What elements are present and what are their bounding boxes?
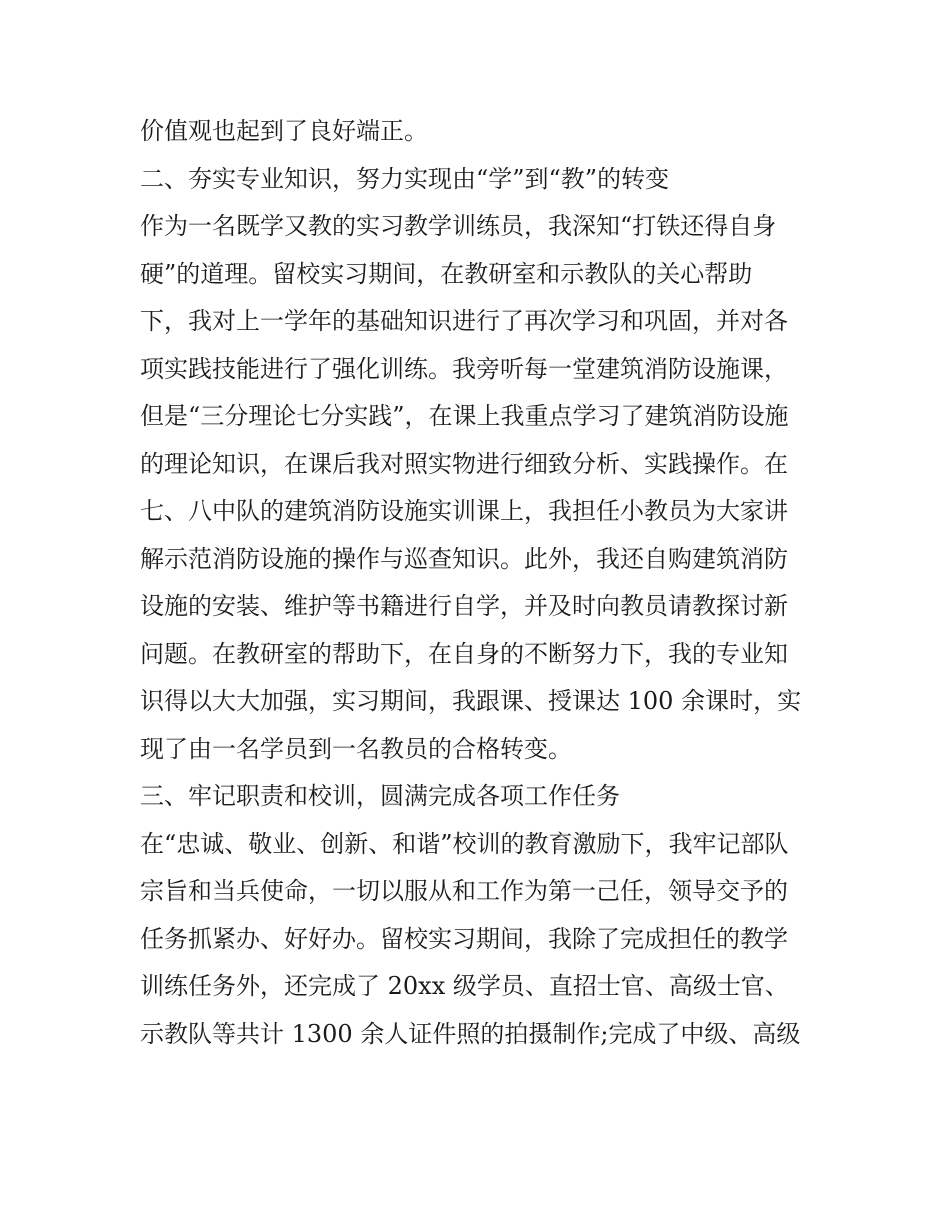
- paragraph-line: 作为一名既学又教的实习教学训练员，我深知“打铁还得自身: [140, 212, 777, 240]
- section-heading-3: 三、牢记职责和校训，圆满完成各项工作任务: [140, 782, 620, 810]
- paragraph-line: 项实践技能进行了强化训练。我旁听每一堂建筑消防设施课，: [140, 354, 788, 383]
- paragraph-line: 价值观也起到了良好端正。: [140, 117, 428, 145]
- paragraph-line: 的理论知识，在课后我对照实物进行细致分析、实践操作。在: [140, 449, 788, 478]
- section-heading-2: 二、夯实专业知识，努力实现由“学”到“教”的转变: [140, 164, 670, 193]
- paragraph-line: 训练任务外，还完成了 20xx 级学员、直招士官、高级士官、: [140, 972, 789, 1000]
- paragraph-line: 任务抓紧办、好好办。留校实习期间，我除了完成担任的教学: [140, 924, 788, 953]
- paragraph-line: 下，我对上一学年的基础知识进行了再次学习和巩固，并对各: [140, 307, 788, 335]
- paragraph-line: 硬”的道理。留校实习期间，在教研室和示教队的关心帮助: [140, 259, 753, 288]
- paragraph-line: 解示范消防设施的操作与巡查知识。此外，我还自购建筑消防: [140, 544, 788, 573]
- document-body: [140, 108, 820, 1058]
- paragraph-line: 但是“三分理论七分实践”，在课上我重点学习了建筑消防设施: [140, 402, 789, 430]
- paragraph-line: 宗旨和当兵使命，一切以服从和工作为第一己任，领导交予的: [140, 877, 788, 905]
- paragraph-line: 在“忠诚、敬业、创新、和谐”校训的教育激励下，我牢记部队: [140, 829, 789, 858]
- paragraph-line: 现了由一名学员到一名教员的合格转变。: [140, 734, 572, 763]
- paragraph-line: 问题。在教研室的帮助下，在自身的不断努力下，我的专业知: [140, 639, 788, 668]
- paragraph-line: 识得以大大加强，实习期间，我跟课、授课达 100 余课时，实: [140, 687, 802, 715]
- paragraph-line: 七、八中队的建筑消防设施实训课上，我担任小教员为大家讲: [140, 497, 788, 525]
- paragraph-line: 设施的安装、维护等书籍进行自学，并及时向教员请教探讨新: [140, 592, 788, 620]
- paragraph-line: 示教队等共计 1300 余人证件照的拍摄制作;完成了中级、高级: [140, 1019, 801, 1048]
